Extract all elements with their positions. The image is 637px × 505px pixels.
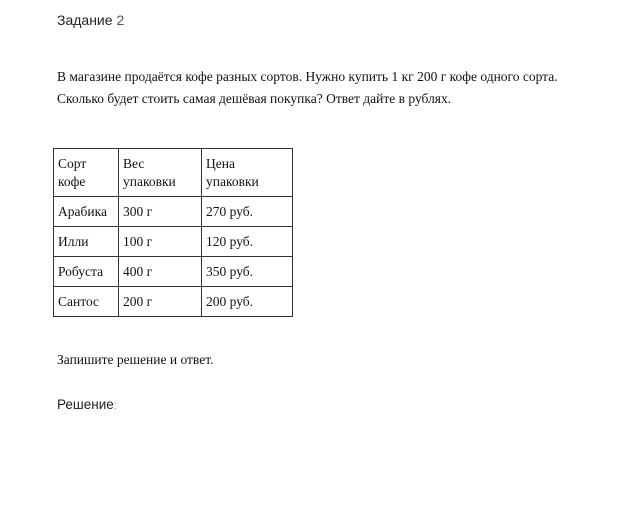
cell-price: 270 руб. xyxy=(202,197,293,227)
cell-sort: Робуста xyxy=(54,257,119,287)
solution-label-text: Решение xyxy=(57,397,114,412)
cell-sort: Илли xyxy=(54,227,119,257)
table-row xyxy=(54,287,293,317)
coffee-price-table xyxy=(53,148,293,317)
cell-sort: Сантос xyxy=(54,287,119,317)
cell-weight: 200 г xyxy=(119,287,202,317)
task-title xyxy=(57,12,124,28)
header-price xyxy=(202,149,293,197)
cell-weight: 100 г xyxy=(119,227,202,257)
instruction-text: Запишите решение и ответ. xyxy=(57,352,214,367)
table-row xyxy=(54,197,293,227)
cell-weight: 400 г xyxy=(119,257,202,287)
problem-line-1: В магазине продаётся кофе разных сортов. Нужно купить 1 кг 200 г кофе одного сорта. xyxy=(57,69,558,84)
header-weight xyxy=(119,149,202,197)
table-row xyxy=(54,227,293,257)
task-title-word: Задание xyxy=(57,12,113,28)
header-weight-line2: упаковки xyxy=(123,173,176,189)
table-row xyxy=(54,257,293,287)
cell-price: 120 руб. xyxy=(202,227,293,257)
solution-label-colon: : xyxy=(113,400,117,412)
header-sort-line1: Сорт xyxy=(58,155,87,171)
header-sort xyxy=(54,149,119,197)
table-header-row xyxy=(54,149,293,197)
solution-label xyxy=(57,397,117,412)
problem-line-2: Сколько будет стоить самая дешёвая покупка? Ответ дайте в рублях. xyxy=(57,91,452,106)
header-sort-line2: кофе xyxy=(58,173,86,189)
cell-sort: Арабика xyxy=(54,197,119,227)
cell-price: 200 руб. xyxy=(202,287,293,317)
header-price-line2: упаковки xyxy=(206,173,259,189)
problem-statement xyxy=(57,66,627,110)
cell-weight: 300 г xyxy=(119,197,202,227)
header-weight-line1: Вес xyxy=(123,155,145,171)
header-price-line1: Цена xyxy=(206,155,235,171)
task-title-number: 2 xyxy=(116,12,125,28)
cell-price: 350 руб. xyxy=(202,257,293,287)
